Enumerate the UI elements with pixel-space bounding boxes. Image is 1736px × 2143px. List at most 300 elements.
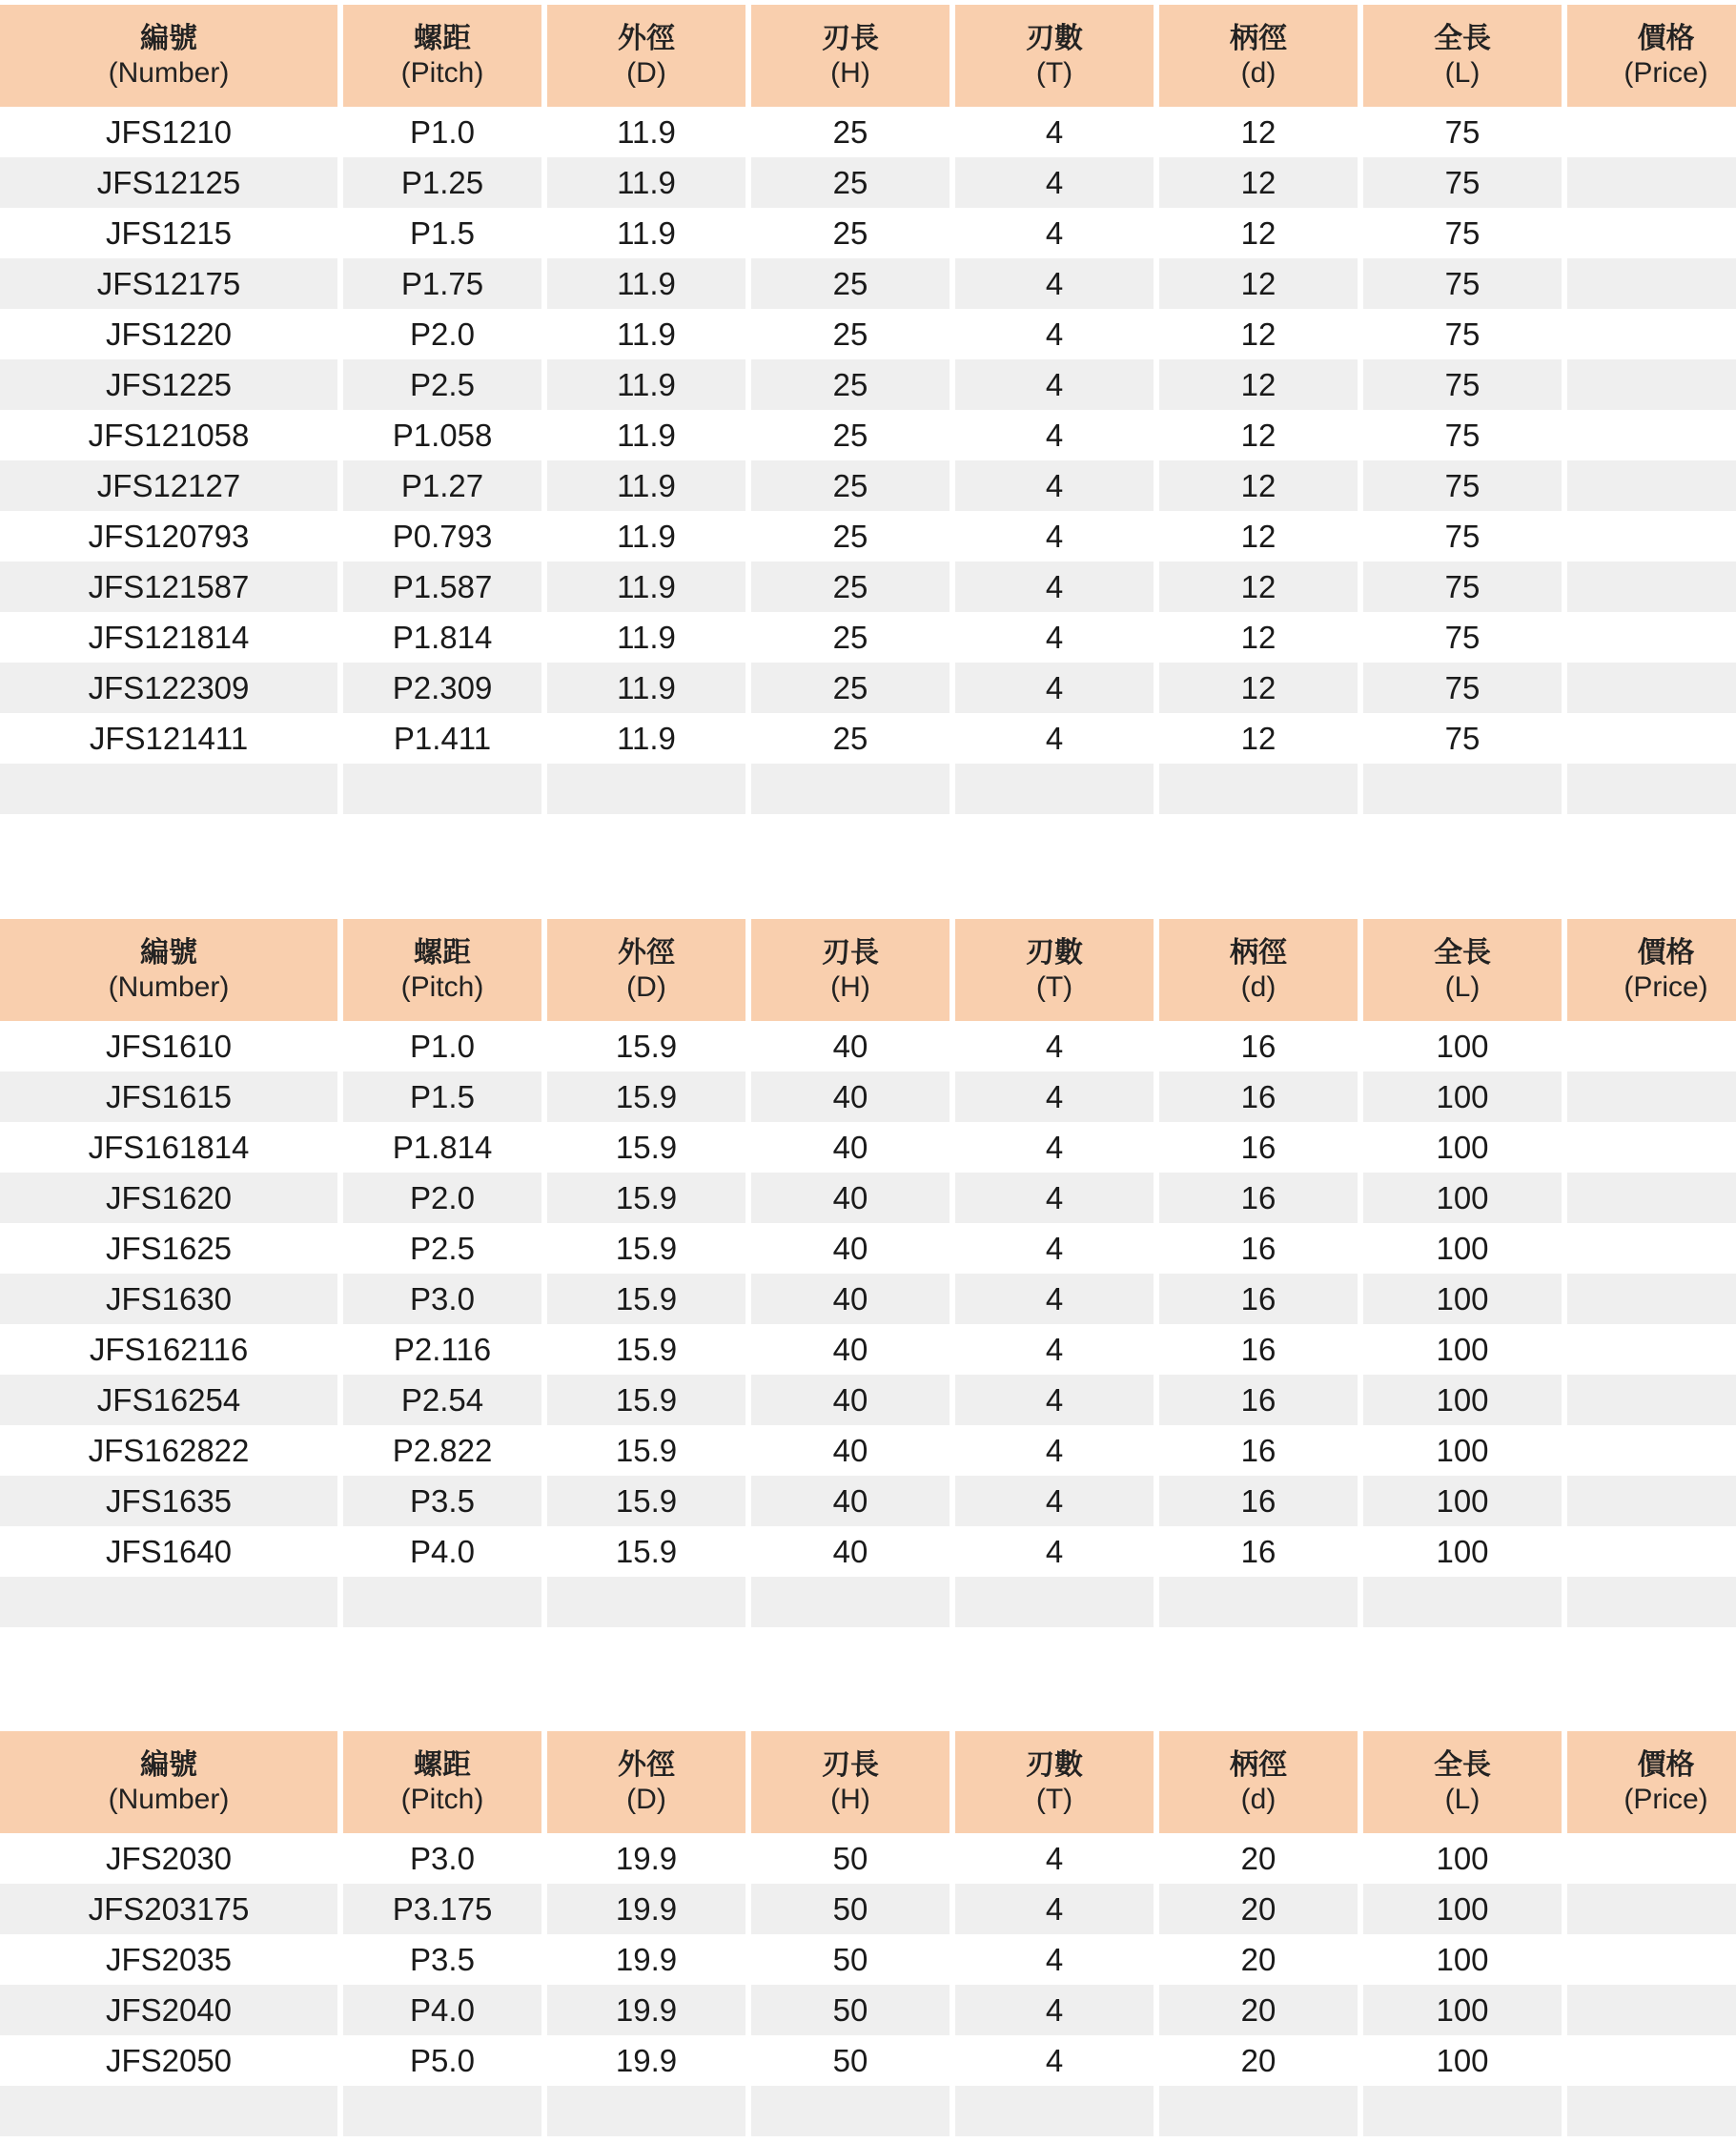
cell-flute-length: 25 bbox=[751, 561, 950, 612]
cell-flute-length: 25 bbox=[751, 309, 950, 359]
cell-price bbox=[1567, 1425, 1736, 1476]
cell-flute-length: 40 bbox=[751, 1223, 950, 1274]
cell-number: JFS121058 bbox=[0, 410, 337, 460]
cell-outer-diameter: 19.9 bbox=[547, 1884, 745, 1934]
column-header-zh: 全長 bbox=[1434, 21, 1491, 55]
cell-shank-diameter: 20 bbox=[1159, 1884, 1358, 1934]
cell-shank-diameter: 20 bbox=[1159, 1934, 1358, 1985]
cell-flute-length bbox=[751, 764, 950, 814]
cell-shank-diameter: 12 bbox=[1159, 713, 1358, 764]
cell-shank-diameter: 16 bbox=[1159, 1223, 1358, 1274]
cell-flute-length: 50 bbox=[751, 1985, 950, 2035]
header-row bbox=[0, 1731, 1736, 1833]
cell-shank-diameter: 20 bbox=[1159, 1833, 1358, 1884]
cell-flute-length: 40 bbox=[751, 1375, 950, 1425]
cell-flute-length: 40 bbox=[751, 1476, 950, 1526]
cell-flute-count: 4 bbox=[955, 157, 1154, 208]
cell-flute-count: 4 bbox=[955, 511, 1154, 561]
cell-pitch: P3.0 bbox=[343, 1274, 541, 1324]
spec-table-12mm bbox=[0, 5, 1736, 814]
cell-pitch: P3.175 bbox=[343, 1884, 541, 1934]
cell-number: JFS1630 bbox=[0, 1274, 337, 1324]
cell-price bbox=[1567, 1375, 1736, 1425]
cell-outer-diameter: 15.9 bbox=[547, 1122, 745, 1173]
cell-pitch: P3.5 bbox=[343, 1934, 541, 1985]
table-row bbox=[0, 1122, 1736, 1173]
column-header-number bbox=[0, 919, 337, 1021]
cell-price bbox=[1567, 2035, 1736, 2086]
cell-price bbox=[1567, 1833, 1736, 1884]
column-header-en: (D) bbox=[626, 56, 666, 89]
cell-outer-diameter: 11.9 bbox=[547, 309, 745, 359]
cell-overall-length: 100 bbox=[1363, 1476, 1562, 1526]
cell-pitch: P1.25 bbox=[343, 157, 541, 208]
cell-number: JFS1610 bbox=[0, 1021, 337, 1072]
cell-shank-diameter: 16 bbox=[1159, 1072, 1358, 1122]
cell-flute-count: 4 bbox=[955, 2035, 1154, 2086]
cell-flute-count bbox=[955, 2086, 1154, 2136]
cell-flute-count: 4 bbox=[955, 713, 1154, 764]
column-header-outer-diameter bbox=[547, 919, 745, 1021]
cell-number: JFS121814 bbox=[0, 612, 337, 663]
cell-overall-length bbox=[1363, 2086, 1562, 2136]
cell-price bbox=[1567, 713, 1736, 764]
cell-flute-count: 4 bbox=[955, 1985, 1154, 2035]
cell-price bbox=[1567, 1884, 1736, 1934]
cell-pitch bbox=[343, 2086, 541, 2136]
column-header-zh: 螺距 bbox=[414, 21, 471, 55]
cell-flute-length: 40 bbox=[751, 1122, 950, 1173]
cell-shank-diameter: 16 bbox=[1159, 1324, 1358, 1375]
table-row bbox=[0, 410, 1736, 460]
cell-number bbox=[0, 1577, 337, 1627]
column-header-price bbox=[1567, 1731, 1736, 1833]
cell-number: JFS161814 bbox=[0, 1122, 337, 1173]
cell-flute-length: 25 bbox=[751, 208, 950, 258]
cell-pitch: P2.5 bbox=[343, 359, 541, 410]
column-header-price bbox=[1567, 919, 1736, 1021]
cell-flute-count: 4 bbox=[955, 359, 1154, 410]
cell-flute-length: 40 bbox=[751, 1021, 950, 1072]
cell-price bbox=[1567, 1223, 1736, 1274]
cell-flute-count: 4 bbox=[955, 1934, 1154, 1985]
cell-number: JFS1640 bbox=[0, 1526, 337, 1577]
column-header-en: (D) bbox=[626, 970, 666, 1003]
column-header-zh: 編號 bbox=[140, 21, 197, 55]
table-row bbox=[0, 1021, 1736, 1072]
cell-overall-length: 100 bbox=[1363, 1526, 1562, 1577]
cell-price bbox=[1567, 1324, 1736, 1375]
cell-price bbox=[1567, 1173, 1736, 1223]
column-header-en: (Pitch) bbox=[400, 56, 484, 89]
cell-flute-length: 25 bbox=[751, 511, 950, 561]
cell-flute-length: 25 bbox=[751, 663, 950, 713]
column-header-zh: 刃長 bbox=[822, 1747, 879, 1782]
cell-number: JFS2030 bbox=[0, 1833, 337, 1884]
cell-price bbox=[1567, 1274, 1736, 1324]
cell-overall-length: 100 bbox=[1363, 1375, 1562, 1425]
cell-outer-diameter: 11.9 bbox=[547, 612, 745, 663]
cell-pitch: P4.0 bbox=[343, 1985, 541, 2035]
table-row bbox=[0, 1173, 1736, 1223]
cell-price bbox=[1567, 1021, 1736, 1072]
column-header-flute-length bbox=[751, 5, 950, 107]
cell-flute-count: 4 bbox=[955, 1173, 1154, 1223]
cell-overall-length: 100 bbox=[1363, 1274, 1562, 1324]
column-header-zh: 價格 bbox=[1637, 21, 1695, 55]
cell-overall-length: 75 bbox=[1363, 309, 1562, 359]
cell-overall-length: 75 bbox=[1363, 713, 1562, 764]
cell-number: JFS12175 bbox=[0, 258, 337, 309]
table-row bbox=[0, 713, 1736, 764]
cell-overall-length: 75 bbox=[1363, 612, 1562, 663]
cell-flute-length bbox=[751, 1577, 950, 1627]
cell-flute-count: 4 bbox=[955, 208, 1154, 258]
cell-overall-length: 100 bbox=[1363, 1985, 1562, 2035]
cell-flute-count bbox=[955, 764, 1154, 814]
table-row bbox=[0, 1476, 1736, 1526]
cell-shank-diameter bbox=[1159, 764, 1358, 814]
cell-outer-diameter: 19.9 bbox=[547, 1833, 745, 1884]
cell-flute-count: 4 bbox=[955, 612, 1154, 663]
cell-flute-count: 4 bbox=[955, 1884, 1154, 1934]
cell-shank-diameter: 16 bbox=[1159, 1173, 1358, 1223]
column-header-en: (Number) bbox=[108, 56, 230, 89]
cell-pitch: P1.587 bbox=[343, 561, 541, 612]
cell-outer-diameter: 15.9 bbox=[547, 1526, 745, 1577]
column-header-zh: 外徑 bbox=[618, 935, 675, 969]
column-header-en: (L) bbox=[1444, 1783, 1481, 1815]
column-header-number bbox=[0, 1731, 337, 1833]
cell-outer-diameter: 19.9 bbox=[547, 2035, 745, 2086]
cell-pitch bbox=[343, 1577, 541, 1627]
table-row bbox=[0, 1223, 1736, 1274]
cell-pitch: P3.0 bbox=[343, 1833, 541, 1884]
cell-pitch: P0.793 bbox=[343, 511, 541, 561]
cell-number: JFS1635 bbox=[0, 1476, 337, 1526]
table-row bbox=[0, 460, 1736, 511]
cell-pitch: P2.116 bbox=[343, 1324, 541, 1375]
column-header-zh: 螺距 bbox=[414, 1747, 471, 1782]
cell-pitch: P3.5 bbox=[343, 1476, 541, 1526]
column-header-zh: 外徑 bbox=[618, 21, 675, 55]
cell-price bbox=[1567, 107, 1736, 157]
cell-pitch: P2.0 bbox=[343, 1173, 541, 1223]
column-header-en: (H) bbox=[830, 56, 870, 89]
cell-flute-count: 4 bbox=[955, 258, 1154, 309]
spec-table-20mm bbox=[0, 1731, 1736, 2136]
column-header-zh: 全長 bbox=[1434, 935, 1491, 969]
cell-pitch: P2.5 bbox=[343, 1223, 541, 1274]
cell-overall-length: 75 bbox=[1363, 511, 1562, 561]
column-header-en: (Price) bbox=[1624, 1783, 1708, 1815]
cell-overall-length: 100 bbox=[1363, 1072, 1562, 1122]
column-header-flute-count bbox=[955, 919, 1154, 1021]
cell-pitch: P4.0 bbox=[343, 1526, 541, 1577]
column-header-en: (d) bbox=[1240, 970, 1276, 1003]
cell-shank-diameter: 12 bbox=[1159, 663, 1358, 713]
cell-flute-count: 4 bbox=[955, 1223, 1154, 1274]
cell-overall-length bbox=[1363, 1577, 1562, 1627]
column-header-en: (T) bbox=[1035, 56, 1073, 89]
cell-outer-diameter: 15.9 bbox=[547, 1476, 745, 1526]
column-header-en: (Number) bbox=[108, 1783, 230, 1815]
cell-flute-length: 40 bbox=[751, 1324, 950, 1375]
cell-flute-count bbox=[955, 1577, 1154, 1627]
cell-pitch: P1.058 bbox=[343, 410, 541, 460]
table-row bbox=[0, 1833, 1736, 1884]
table-row bbox=[0, 1072, 1736, 1122]
column-header-en: (L) bbox=[1444, 970, 1481, 1003]
cell-outer-diameter: 11.9 bbox=[547, 663, 745, 713]
cell-outer-diameter: 15.9 bbox=[547, 1274, 745, 1324]
cell-outer-diameter: 11.9 bbox=[547, 511, 745, 561]
cell-outer-diameter: 15.9 bbox=[547, 1425, 745, 1476]
table-row bbox=[0, 1526, 1736, 1577]
cell-number: JFS120793 bbox=[0, 511, 337, 561]
cell-overall-length: 75 bbox=[1363, 208, 1562, 258]
column-header-number bbox=[0, 5, 337, 107]
cell-price bbox=[1567, 460, 1736, 511]
cell-overall-length: 100 bbox=[1363, 1833, 1562, 1884]
cell-overall-length: 100 bbox=[1363, 1324, 1562, 1375]
cell-flute-length: 40 bbox=[751, 1173, 950, 1223]
column-header-zh: 刃數 bbox=[1026, 935, 1083, 969]
cell-overall-length: 100 bbox=[1363, 2035, 1562, 2086]
cell-overall-length: 75 bbox=[1363, 157, 1562, 208]
cell-price bbox=[1567, 1985, 1736, 2035]
column-header-en: (d) bbox=[1240, 1783, 1276, 1815]
table-row bbox=[0, 1934, 1736, 1985]
table-row bbox=[0, 663, 1736, 713]
cell-number: JFS1225 bbox=[0, 359, 337, 410]
cell-flute-length: 50 bbox=[751, 1884, 950, 1934]
cell-number: JFS121587 bbox=[0, 561, 337, 612]
column-header-zh: 編號 bbox=[140, 935, 197, 969]
cell-number: JFS1620 bbox=[0, 1173, 337, 1223]
cell-shank-diameter: 20 bbox=[1159, 2035, 1358, 2086]
cell-pitch: P1.0 bbox=[343, 107, 541, 157]
cell-price bbox=[1567, 511, 1736, 561]
cell-pitch: P1.27 bbox=[343, 460, 541, 511]
cell-flute-count: 4 bbox=[955, 561, 1154, 612]
column-header-zh: 價格 bbox=[1637, 1747, 1695, 1782]
cell-outer-diameter: 11.9 bbox=[547, 107, 745, 157]
column-header-pitch bbox=[343, 5, 541, 107]
cell-pitch: P1.5 bbox=[343, 208, 541, 258]
cell-flute-count: 4 bbox=[955, 460, 1154, 511]
cell-pitch: P1.814 bbox=[343, 612, 541, 663]
cell-shank-diameter bbox=[1159, 1577, 1358, 1627]
cell-pitch: P5.0 bbox=[343, 2035, 541, 2086]
column-header-en: (Pitch) bbox=[400, 970, 484, 1003]
cell-overall-length: 100 bbox=[1363, 1223, 1562, 1274]
cell-price bbox=[1567, 410, 1736, 460]
cell-shank-diameter: 16 bbox=[1159, 1425, 1358, 1476]
cell-flute-length: 50 bbox=[751, 2035, 950, 2086]
cell-price bbox=[1567, 2086, 1736, 2136]
cell-pitch: P2.54 bbox=[343, 1375, 541, 1425]
cell-shank-diameter: 20 bbox=[1159, 1985, 1358, 2035]
cell-pitch: P1.5 bbox=[343, 1072, 541, 1122]
cell-number bbox=[0, 2086, 337, 2136]
cell-flute-count: 4 bbox=[955, 1274, 1154, 1324]
cell-number: JFS203175 bbox=[0, 1884, 337, 1934]
column-header-zh: 外徑 bbox=[618, 1747, 675, 1782]
table-row bbox=[0, 2035, 1736, 2086]
column-header-flute-count bbox=[955, 5, 1154, 107]
column-header-overall-length bbox=[1363, 5, 1562, 107]
cell-overall-length: 75 bbox=[1363, 410, 1562, 460]
cell-shank-diameter: 12 bbox=[1159, 511, 1358, 561]
cell-flute-length: 25 bbox=[751, 713, 950, 764]
column-header-zh: 柄徑 bbox=[1230, 21, 1287, 55]
cell-outer-diameter: 11.9 bbox=[547, 561, 745, 612]
cell-flute-count: 4 bbox=[955, 1425, 1154, 1476]
cell-shank-diameter: 12 bbox=[1159, 460, 1358, 511]
cell-shank-diameter: 16 bbox=[1159, 1122, 1358, 1173]
column-header-overall-length bbox=[1363, 919, 1562, 1021]
table-row bbox=[0, 1375, 1736, 1425]
cell-overall-length: 100 bbox=[1363, 1122, 1562, 1173]
table-row bbox=[0, 1985, 1736, 2035]
cell-flute-count: 4 bbox=[955, 1324, 1154, 1375]
cell-pitch: P1.411 bbox=[343, 713, 541, 764]
cell-flute-count: 4 bbox=[955, 107, 1154, 157]
header-row bbox=[0, 5, 1736, 107]
cell-pitch: P2.0 bbox=[343, 309, 541, 359]
cell-outer-diameter: 19.9 bbox=[547, 1985, 745, 2035]
cell-flute-count: 4 bbox=[955, 1833, 1154, 1884]
column-header-zh: 全長 bbox=[1434, 1747, 1491, 1782]
cell-outer-diameter bbox=[547, 1577, 745, 1627]
cell-price bbox=[1567, 309, 1736, 359]
cell-outer-diameter: 15.9 bbox=[547, 1324, 745, 1375]
cell-number: JFS1615 bbox=[0, 1072, 337, 1122]
cell-outer-diameter: 15.9 bbox=[547, 1223, 745, 1274]
cell-outer-diameter: 11.9 bbox=[547, 410, 745, 460]
column-header-zh: 刃長 bbox=[822, 21, 879, 55]
table-row bbox=[0, 107, 1736, 157]
cell-price bbox=[1567, 258, 1736, 309]
cell-overall-length: 100 bbox=[1363, 1173, 1562, 1223]
cell-shank-diameter: 12 bbox=[1159, 157, 1358, 208]
column-header-outer-diameter bbox=[547, 1731, 745, 1833]
table-row bbox=[0, 511, 1736, 561]
column-header-price bbox=[1567, 5, 1736, 107]
column-header-zh: 刃數 bbox=[1026, 21, 1083, 55]
cell-number: JFS16254 bbox=[0, 1375, 337, 1425]
cell-pitch: P1.0 bbox=[343, 1021, 541, 1072]
cell-overall-length: 100 bbox=[1363, 1934, 1562, 1985]
cell-shank-diameter: 12 bbox=[1159, 107, 1358, 157]
column-header-overall-length bbox=[1363, 1731, 1562, 1833]
cell-number: JFS1625 bbox=[0, 1223, 337, 1274]
cell-price bbox=[1567, 208, 1736, 258]
cell-flute-count: 4 bbox=[955, 1072, 1154, 1122]
table-row bbox=[0, 1324, 1736, 1375]
cell-shank-diameter: 16 bbox=[1159, 1476, 1358, 1526]
cell-outer-diameter: 11.9 bbox=[547, 208, 745, 258]
column-header-en: (L) bbox=[1444, 56, 1481, 89]
table-row bbox=[0, 309, 1736, 359]
table-row bbox=[0, 1274, 1736, 1324]
cell-flute-count: 4 bbox=[955, 410, 1154, 460]
column-header-outer-diameter bbox=[547, 5, 745, 107]
column-header-flute-length bbox=[751, 919, 950, 1021]
cell-outer-diameter: 15.9 bbox=[547, 1173, 745, 1223]
cell-outer-diameter: 15.9 bbox=[547, 1021, 745, 1072]
cell-price bbox=[1567, 663, 1736, 713]
cell-number: JFS2035 bbox=[0, 1934, 337, 1985]
cell-overall-length: 75 bbox=[1363, 258, 1562, 309]
header-row bbox=[0, 919, 1736, 1021]
cell-flute-length: 25 bbox=[751, 410, 950, 460]
cell-overall-length bbox=[1363, 764, 1562, 814]
table-row bbox=[0, 764, 1736, 814]
cell-flute-length bbox=[751, 2086, 950, 2136]
cell-flute-length: 25 bbox=[751, 612, 950, 663]
cell-outer-diameter bbox=[547, 2086, 745, 2136]
cell-shank-diameter: 12 bbox=[1159, 561, 1358, 612]
cell-outer-diameter: 15.9 bbox=[547, 1375, 745, 1425]
cell-number: JFS162116 bbox=[0, 1324, 337, 1375]
table-row bbox=[0, 1884, 1736, 1934]
cell-flute-length: 25 bbox=[751, 359, 950, 410]
cell-shank-diameter: 12 bbox=[1159, 258, 1358, 309]
cell-shank-diameter: 12 bbox=[1159, 612, 1358, 663]
table-row bbox=[0, 2086, 1736, 2136]
column-header-pitch bbox=[343, 1731, 541, 1833]
column-header-en: (T) bbox=[1035, 970, 1073, 1003]
cell-shank-diameter bbox=[1159, 2086, 1358, 2136]
table-row bbox=[0, 359, 1736, 410]
cell-outer-diameter: 11.9 bbox=[547, 157, 745, 208]
table-row bbox=[0, 157, 1736, 208]
column-header-en: (d) bbox=[1240, 56, 1276, 89]
cell-outer-diameter: 11.9 bbox=[547, 460, 745, 511]
cell-overall-length: 75 bbox=[1363, 460, 1562, 511]
cell-shank-diameter: 12 bbox=[1159, 309, 1358, 359]
column-header-shank-diameter bbox=[1159, 919, 1358, 1021]
cell-pitch: P2.822 bbox=[343, 1425, 541, 1476]
cell-flute-length: 25 bbox=[751, 157, 950, 208]
cell-price bbox=[1567, 1526, 1736, 1577]
cell-flute-length: 25 bbox=[751, 258, 950, 309]
cell-flute-count: 4 bbox=[955, 1476, 1154, 1526]
cell-price bbox=[1567, 1122, 1736, 1173]
table-row bbox=[0, 258, 1736, 309]
column-header-en: (D) bbox=[626, 1783, 666, 1815]
cell-shank-diameter: 16 bbox=[1159, 1526, 1358, 1577]
column-header-en: (H) bbox=[830, 1783, 870, 1815]
column-header-en: (Pitch) bbox=[400, 1783, 484, 1815]
cell-number bbox=[0, 764, 337, 814]
cell-shank-diameter: 12 bbox=[1159, 410, 1358, 460]
cell-number: JFS12125 bbox=[0, 157, 337, 208]
cell-flute-length: 25 bbox=[751, 460, 950, 511]
cell-flute-length: 40 bbox=[751, 1274, 950, 1324]
cell-outer-diameter: 11.9 bbox=[547, 258, 745, 309]
cell-flute-length: 25 bbox=[751, 107, 950, 157]
cell-overall-length: 75 bbox=[1363, 107, 1562, 157]
cell-number: JFS1210 bbox=[0, 107, 337, 157]
cell-number: JFS1215 bbox=[0, 208, 337, 258]
column-header-shank-diameter bbox=[1159, 5, 1358, 107]
cell-number: JFS122309 bbox=[0, 663, 337, 713]
column-header-shank-diameter bbox=[1159, 1731, 1358, 1833]
cell-flute-count: 4 bbox=[955, 1122, 1154, 1173]
